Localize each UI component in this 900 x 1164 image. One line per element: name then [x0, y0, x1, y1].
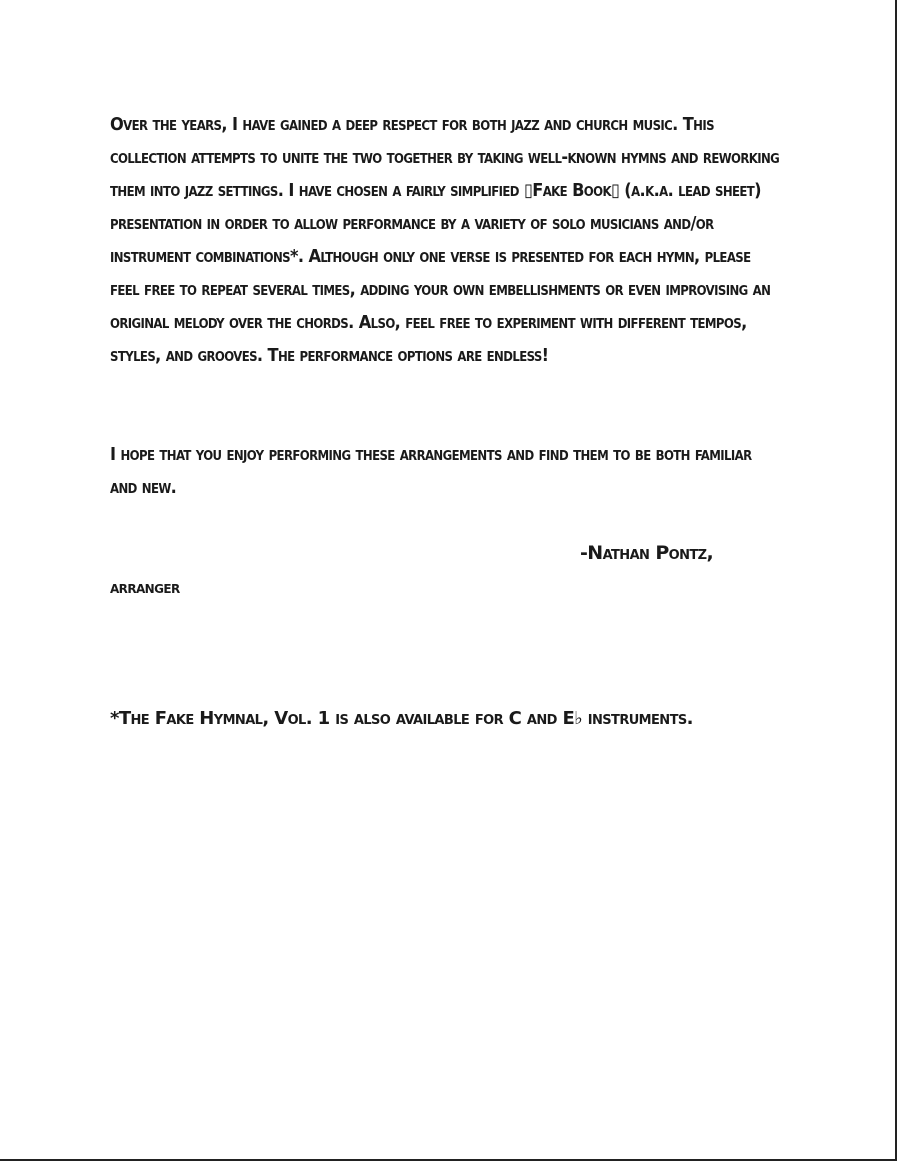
closing-paragraph: I hope that you enjoy performing these arrangements and find them to be both familiar and new.: [110, 444, 752, 498]
signature-name: -Nathan Pontz,: [580, 542, 714, 564]
intro-paragraph: Over the years, I have gained a deep respect for both jazz and church music. This collection attempts to unite the two together by taking well-known hymns and reworking them into jazz settings. I have chosen a fairly simplified ▯Fake Book▯ (a.k.a. lead sheet) presentation in order to allow performance by a variety of solo musicians and/or instrument combinations*. Although only one verse is presented for each hymn, please feel free to repeat several times, adding your own embellishments or even improvising an original melody over the chords. Also, feel free to experiment with different tempos, styles, and grooves. The performance options are endless!: [110, 114, 780, 366]
signature-role: arranger: [110, 578, 180, 598]
footnote: *The Fake Hymnal, Vol. 1 is also available for C and E♭ instruments.: [110, 708, 693, 729]
